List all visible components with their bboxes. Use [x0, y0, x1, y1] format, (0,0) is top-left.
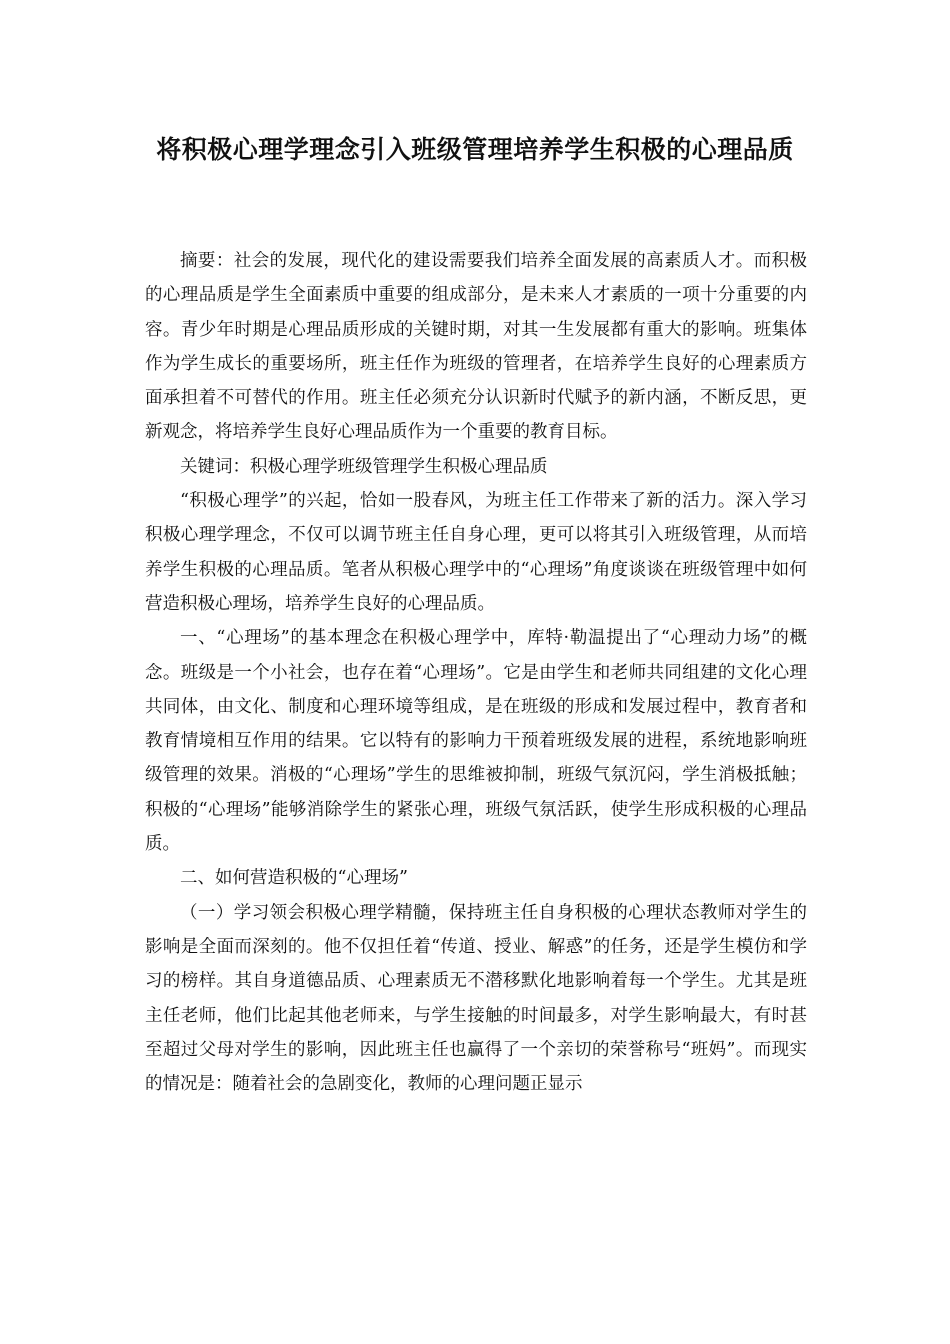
section-one-paragraph: 一、“心理场”的基本理念在积极心理学中，库特·勒温提出了“心理动力场”的概念。班级是一个小社会，也存在着“心理场”。它是由学生和老师共同组建的文化心理共同体，由文化、制度和心理环境等组成，是在班级的形成和发展过程中，教育者和教育情境相互作用的结果。它以特有的影响力干预着班级发展的进程，系统地影响班级管理的效果。消极的“心理场”学生的思维被抑制，班级气氛沉闷，学生消极抵触；积极的“心理场”能够消除学生的紧张心理，班级气氛活跃，使学生形成积极的心理品质。 [145, 628, 807, 855]
document-body [145, 244, 807, 1101]
document-title: 将积极心理学理念引入班级管理培养学生积极的心理品质 [156, 135, 794, 164]
section-two-heading: 二、如何营造积极的“心理场” [180, 868, 408, 889]
intro-paragraph: “积极心理学”的兴起，恰如一股春风，为班主任工作带来了新的活力。深入学习积极心理学理念，不仅可以调节班主任自身心理，更可以将其引入班级管理，从而培养学生积极的心理品质。笔者从积极心理学中的“心理场”角度谈谈在班级管理中如何营造积极心理场，培养学生良好的心理品质。 [145, 491, 807, 614]
keywords-paragraph: 关键词：积极心理学班级管理学生积极心理品质 [180, 456, 548, 477]
abstract-paragraph: 摘要：社会的发展，现代化的建设需要我们培养全面发展的高素质人才。而积极的心理品质是学生全面素质中重要的组成部分，是未来人才素质的一项十分重要的内容。青少年时期是心理品质形成的关键时期，对其一生发展都有重大的影响。班集体作为学生成长的重要场所，班主任作为班级的管理者，在培养学生良好的心理素质方面承担着不可替代的作用。班主任必须充分认识新时代赋予的新内涵，不断反思，更新观念，将培养学生良好心理品质作为一个重要的教育目标。 [145, 251, 807, 443]
subsection-one-paragraph: （一）学习领会积极心理学精髓，保持班主任自身积极的心理状态教师对学生的影响是全面而深刻的。他不仅担任着“传道、授业、解惑”的任务，还是学生模仿和学习的榜样。其自身道德品质、心理素质无不潜移默化地影响着每一个学生。尤其是班主任老师，他们比起其他老师来，与学生接触的时间最多，对学生影响最大，有时甚至超过父母对学生的影响，因此班主任也赢得了一个亲切的荣誉称号“班妈”。而现实的情况是：随着社会的急剧变化，教师的心理问题正显示 [145, 902, 807, 1095]
